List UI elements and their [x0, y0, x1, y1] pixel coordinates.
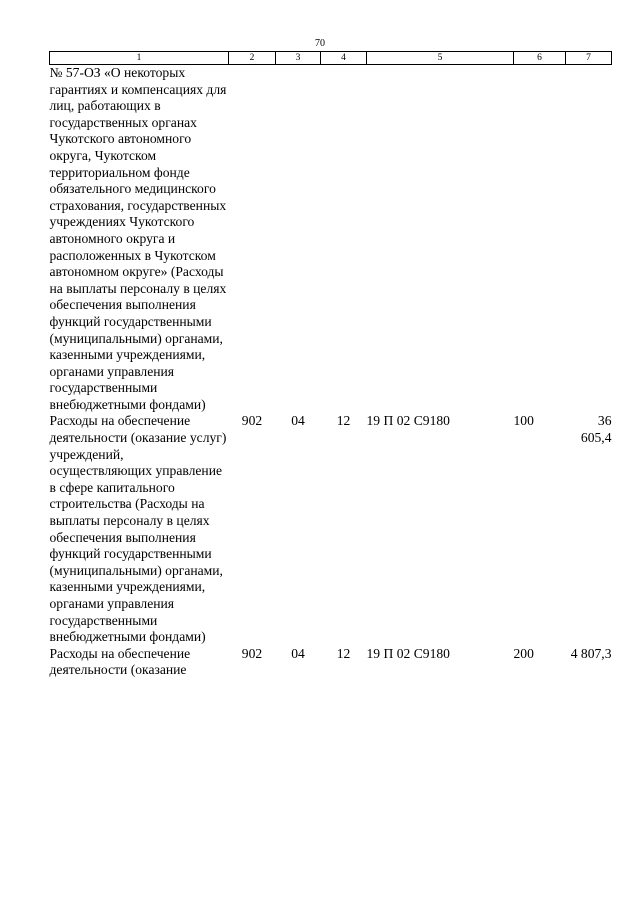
row-amount	[566, 65, 612, 414]
column-header: 5	[367, 52, 514, 65]
row-expense-type: 200	[513, 645, 534, 661]
column-header: 3	[276, 52, 321, 65]
column-header: 1	[50, 52, 229, 65]
row-ministry: 902	[241, 645, 263, 661]
row-subsection: 12	[336, 645, 351, 661]
row-section: 04	[291, 413, 305, 429]
column-header: 6	[514, 52, 566, 65]
row-name: Расходы на обеспечение деятельности (оказание услуг) учреждений, осуществляющих управление в сфере капитального строительства (Расходы на выплаты персоналу в целях обеспечения выполнения функций государственными (муниципальными) органами, казенными учреждениями, органами управления государственными внебюджетными фондами)	[49, 413, 227, 645]
row-ministry	[229, 65, 276, 414]
column-header: 2	[229, 52, 276, 65]
table-row	[50, 413, 612, 645]
row-expense-type	[514, 65, 566, 414]
row-target-article	[367, 65, 514, 414]
table-row	[50, 646, 612, 679]
row-ministry: 902	[241, 413, 263, 429]
column-header: 4	[321, 52, 367, 65]
column-number-row	[50, 52, 612, 65]
budget-table	[49, 51, 612, 679]
row-target-article: 19 П 02 С9180	[366, 645, 450, 661]
row-expense-type: 100	[513, 413, 534, 429]
row-name: № 57-ОЗ «О некоторых гарантиях и компенсациях для лиц, работающих в государственных органах Чукотского автономного округа, Чукотском территориальном фонде обязательного медицинского страхования, государственных учреждениях Чукотского автономного округа и расположенных в Чукотском автономном округе» (Расходы на выплаты персоналу в целях обеспечения выполнения функций государственными (муниципальными) органами, казенными учреждениями, органами управления государственными внебюджетными фондами)	[49, 65, 227, 412]
page-number: 70	[315, 38, 325, 49]
row-section	[276, 65, 321, 414]
column-header: 7	[566, 52, 612, 65]
row-name: Расходы на обеспечение деятельности (оказание	[49, 645, 191, 678]
row-amount: 36 605,4	[580, 413, 612, 446]
row-amount: 4 807,3	[570, 645, 612, 661]
row-section: 04	[291, 645, 305, 661]
row-target-article: 19 П 02 С9180	[366, 413, 450, 429]
row-subsection: 12	[336, 413, 351, 429]
row-subsection	[321, 65, 367, 414]
table-row	[50, 65, 612, 414]
